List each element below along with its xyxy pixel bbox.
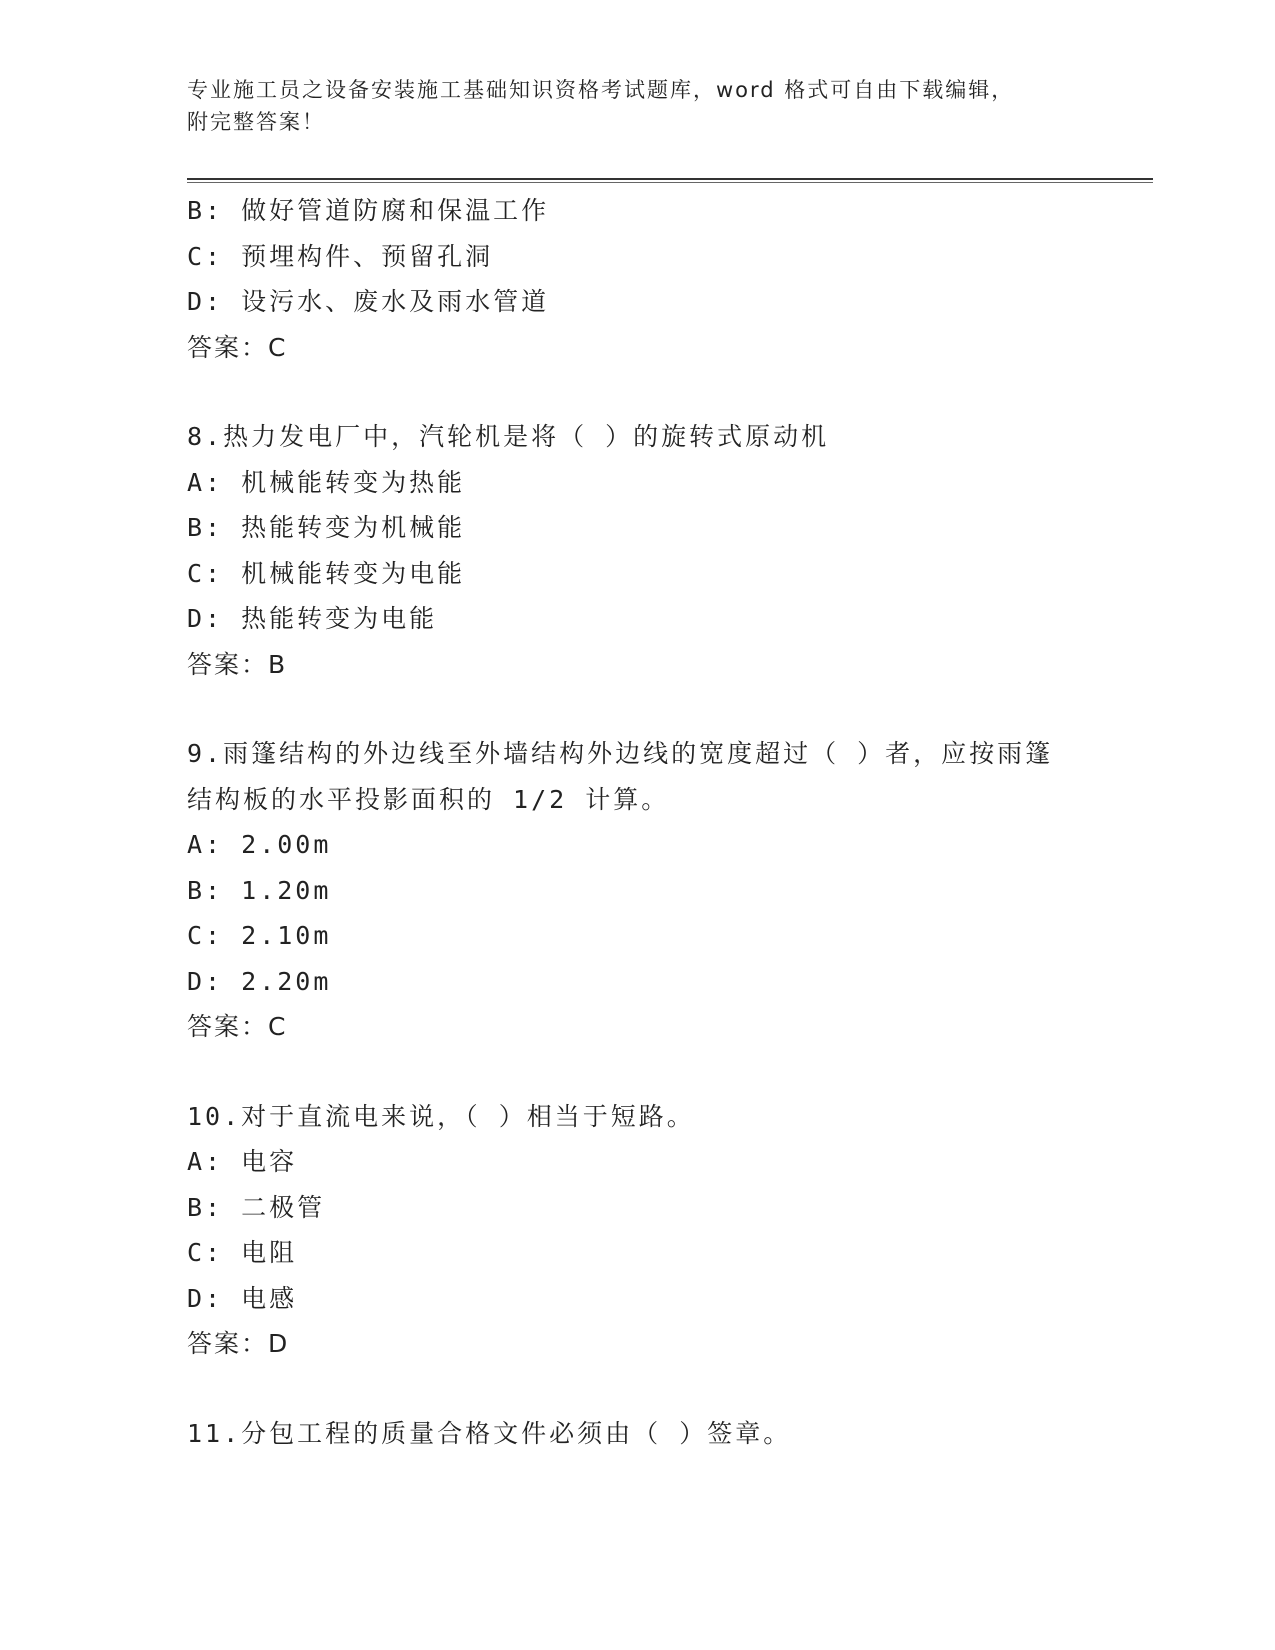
- document-body: [187, 188, 1087, 1456]
- option-c: C: 2.10m: [187, 921, 332, 950]
- option-d: D: 设污水、废水及雨水管道: [187, 287, 550, 316]
- option-c: C: 机械能转变为电能: [187, 558, 466, 588]
- question-11: [187, 1411, 1087, 1457]
- option-d: D: 热能转变为电能: [187, 604, 438, 633]
- option-b: B: 做好管道防腐和保温工作: [187, 196, 550, 225]
- option-b: B: 二极管: [187, 1192, 326, 1222]
- question-9: [187, 731, 1087, 1050]
- question-text: 11.分包工程的质量合格文件必须由（ ）签章。: [187, 1418, 792, 1448]
- answer: 答案：D: [187, 1329, 290, 1358]
- header-line-1: 专业施工员之设备安装施工基础知识资格考试题库，word 格式可自由下载编辑，: [187, 78, 1015, 102]
- option-a: A: 电容: [187, 1147, 298, 1176]
- answer: 答案：C: [187, 332, 288, 362]
- answer: 答案：C: [187, 1012, 288, 1041]
- question-text: 8.热力发电厂中，汽轮机是将（ ）的旋转式原动机: [187, 422, 830, 451]
- answer: 答案：B: [187, 649, 288, 679]
- header-divider-thin: [187, 182, 1153, 183]
- option-c: C: 预埋构件、预留孔洞: [187, 241, 494, 271]
- option-b: B: 热能转变为机械能: [187, 513, 466, 542]
- header-line-2: 附完整答案！: [187, 110, 325, 134]
- option-d: D: 电感: [187, 1283, 298, 1313]
- question-text: 10.对于直流电来说，（ ）相当于短路。: [187, 1101, 695, 1131]
- option-a: A: 机械能转变为热能: [187, 467, 466, 497]
- question-8: [187, 414, 1087, 687]
- question-text-line-1: 9.雨篷结构的外边线至外墙结构外边线的宽度超过（ ）者，应按雨篷: [187, 739, 1054, 768]
- question-fragment: [187, 188, 1087, 370]
- question-10: [187, 1094, 1087, 1367]
- option-a: A: 2.00m: [187, 830, 332, 859]
- header-divider: [187, 178, 1153, 180]
- option-b: B: 1.20m: [187, 875, 332, 905]
- option-d: D: 2.20m: [187, 966, 332, 996]
- option-c: C: 电阻: [187, 1238, 298, 1267]
- question-text-line-2: 结构板的水平投影面积的 1/2 计算。: [187, 784, 670, 814]
- document-header: [187, 74, 1067, 138]
